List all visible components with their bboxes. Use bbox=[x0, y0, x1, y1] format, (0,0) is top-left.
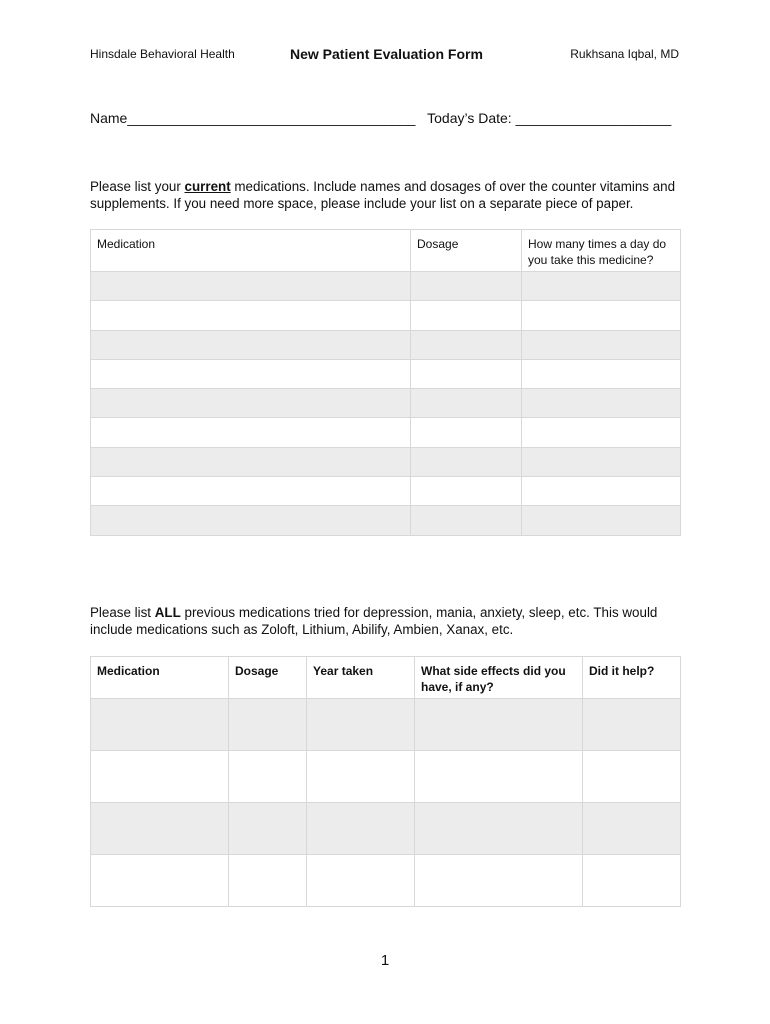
col-did-it-help: Did it help? bbox=[583, 657, 681, 699]
date-label: Today’s Date: bbox=[427, 110, 512, 126]
table-row bbox=[91, 751, 681, 803]
col-medication: Medication bbox=[91, 230, 411, 272]
previous-meds-instructions bbox=[90, 604, 682, 638]
dosage-cell[interactable] bbox=[229, 751, 307, 803]
col-times-per-day: How many times a day do you take this medicine? bbox=[522, 230, 681, 272]
medication-cell[interactable] bbox=[91, 855, 229, 907]
dosage-cell[interactable] bbox=[411, 272, 522, 301]
current-meds-instructions bbox=[90, 178, 682, 212]
current-emphasis: current bbox=[184, 179, 231, 194]
dosage-cell[interactable] bbox=[411, 506, 522, 535]
year-cell[interactable] bbox=[307, 699, 415, 751]
dosage-cell[interactable] bbox=[411, 359, 522, 388]
year-cell[interactable] bbox=[307, 751, 415, 803]
frequency-cell[interactable] bbox=[522, 477, 681, 506]
dosage-cell[interactable] bbox=[411, 447, 522, 476]
helped-cell[interactable] bbox=[583, 699, 681, 751]
medication-cell[interactable] bbox=[91, 389, 411, 418]
medication-cell[interactable] bbox=[91, 506, 411, 535]
medication-cell[interactable] bbox=[91, 477, 411, 506]
frequency-cell[interactable] bbox=[522, 272, 681, 301]
medication-cell[interactable] bbox=[91, 301, 411, 330]
dosage-cell[interactable] bbox=[411, 301, 522, 330]
medication-cell[interactable] bbox=[91, 418, 411, 447]
date-blank[interactable]: ____________________ bbox=[515, 110, 672, 126]
medication-cell[interactable] bbox=[91, 751, 229, 803]
table-row bbox=[91, 359, 681, 388]
name-blank[interactable]: _____________________________________ bbox=[127, 110, 416, 126]
practice-name: Hinsdale Behavioral Health bbox=[90, 47, 235, 61]
col-year-taken: Year taken bbox=[307, 657, 415, 699]
table-row bbox=[91, 477, 681, 506]
table-row bbox=[91, 330, 681, 359]
table-row bbox=[91, 389, 681, 418]
dosage-cell[interactable] bbox=[229, 699, 307, 751]
medication-cell[interactable] bbox=[91, 447, 411, 476]
col-medication: Medication bbox=[91, 657, 229, 699]
side-effects-cell[interactable] bbox=[415, 855, 583, 907]
frequency-cell[interactable] bbox=[522, 418, 681, 447]
side-effects-cell[interactable] bbox=[415, 751, 583, 803]
current-meds-text-2: medications. Include names and dosages of over the counter vitamins and supplements. If you need more space, please include your list on a separate piece of paper. bbox=[90, 179, 676, 211]
current-medications-table bbox=[90, 229, 681, 536]
doctor-name: Rukhsana Iqbal, MD bbox=[570, 47, 679, 61]
helped-cell[interactable] bbox=[583, 855, 681, 907]
frequency-cell[interactable] bbox=[522, 301, 681, 330]
table-row bbox=[91, 272, 681, 301]
medication-cell[interactable] bbox=[91, 330, 411, 359]
name-label: Name bbox=[90, 110, 128, 126]
current-meds-header-row bbox=[91, 230, 681, 272]
current-meds-text-1: Please list your bbox=[90, 179, 185, 194]
table-row bbox=[91, 418, 681, 447]
frequency-cell[interactable] bbox=[522, 389, 681, 418]
previous-meds-text-1: Please list bbox=[90, 605, 155, 620]
table-row bbox=[91, 699, 681, 751]
medication-cell[interactable] bbox=[91, 272, 411, 301]
dosage-cell[interactable] bbox=[229, 855, 307, 907]
side-effects-cell[interactable] bbox=[415, 803, 583, 855]
frequency-cell[interactable] bbox=[522, 506, 681, 535]
col-dosage: Dosage bbox=[411, 230, 522, 272]
dosage-cell[interactable] bbox=[411, 418, 522, 447]
col-dosage: Dosage bbox=[229, 657, 307, 699]
all-emphasis: ALL bbox=[154, 605, 181, 620]
previous-meds-header-row bbox=[91, 657, 681, 699]
medication-cell[interactable] bbox=[91, 359, 411, 388]
medication-cell[interactable] bbox=[91, 699, 229, 751]
medication-cell[interactable] bbox=[91, 803, 229, 855]
dosage-cell[interactable] bbox=[411, 477, 522, 506]
frequency-cell[interactable] bbox=[522, 330, 681, 359]
previous-medications-table bbox=[90, 656, 681, 907]
table-row bbox=[91, 447, 681, 476]
helped-cell[interactable] bbox=[583, 751, 681, 803]
dosage-cell[interactable] bbox=[411, 389, 522, 418]
frequency-cell[interactable] bbox=[522, 447, 681, 476]
table-row bbox=[91, 301, 681, 330]
table-row bbox=[91, 855, 681, 907]
dosage-cell[interactable] bbox=[411, 330, 522, 359]
previous-meds-text-2: previous medications tried for depression, mania, anxiety, sleep, etc. This would include medications such as Zoloft, Lithium, Abilify, Ambien, Xanax, etc. bbox=[90, 605, 658, 637]
helped-cell[interactable] bbox=[583, 803, 681, 855]
table-row bbox=[91, 803, 681, 855]
year-cell[interactable] bbox=[307, 803, 415, 855]
name-date-line bbox=[90, 110, 671, 126]
col-side-effects: What side effects did you have, if any? bbox=[415, 657, 583, 699]
dosage-cell[interactable] bbox=[229, 803, 307, 855]
table-row bbox=[91, 506, 681, 535]
frequency-cell[interactable] bbox=[522, 359, 681, 388]
form-title: New Patient Evaluation Form bbox=[290, 46, 483, 62]
year-cell[interactable] bbox=[307, 855, 415, 907]
page-number: 1 bbox=[380, 952, 390, 969]
side-effects-cell[interactable] bbox=[415, 699, 583, 751]
